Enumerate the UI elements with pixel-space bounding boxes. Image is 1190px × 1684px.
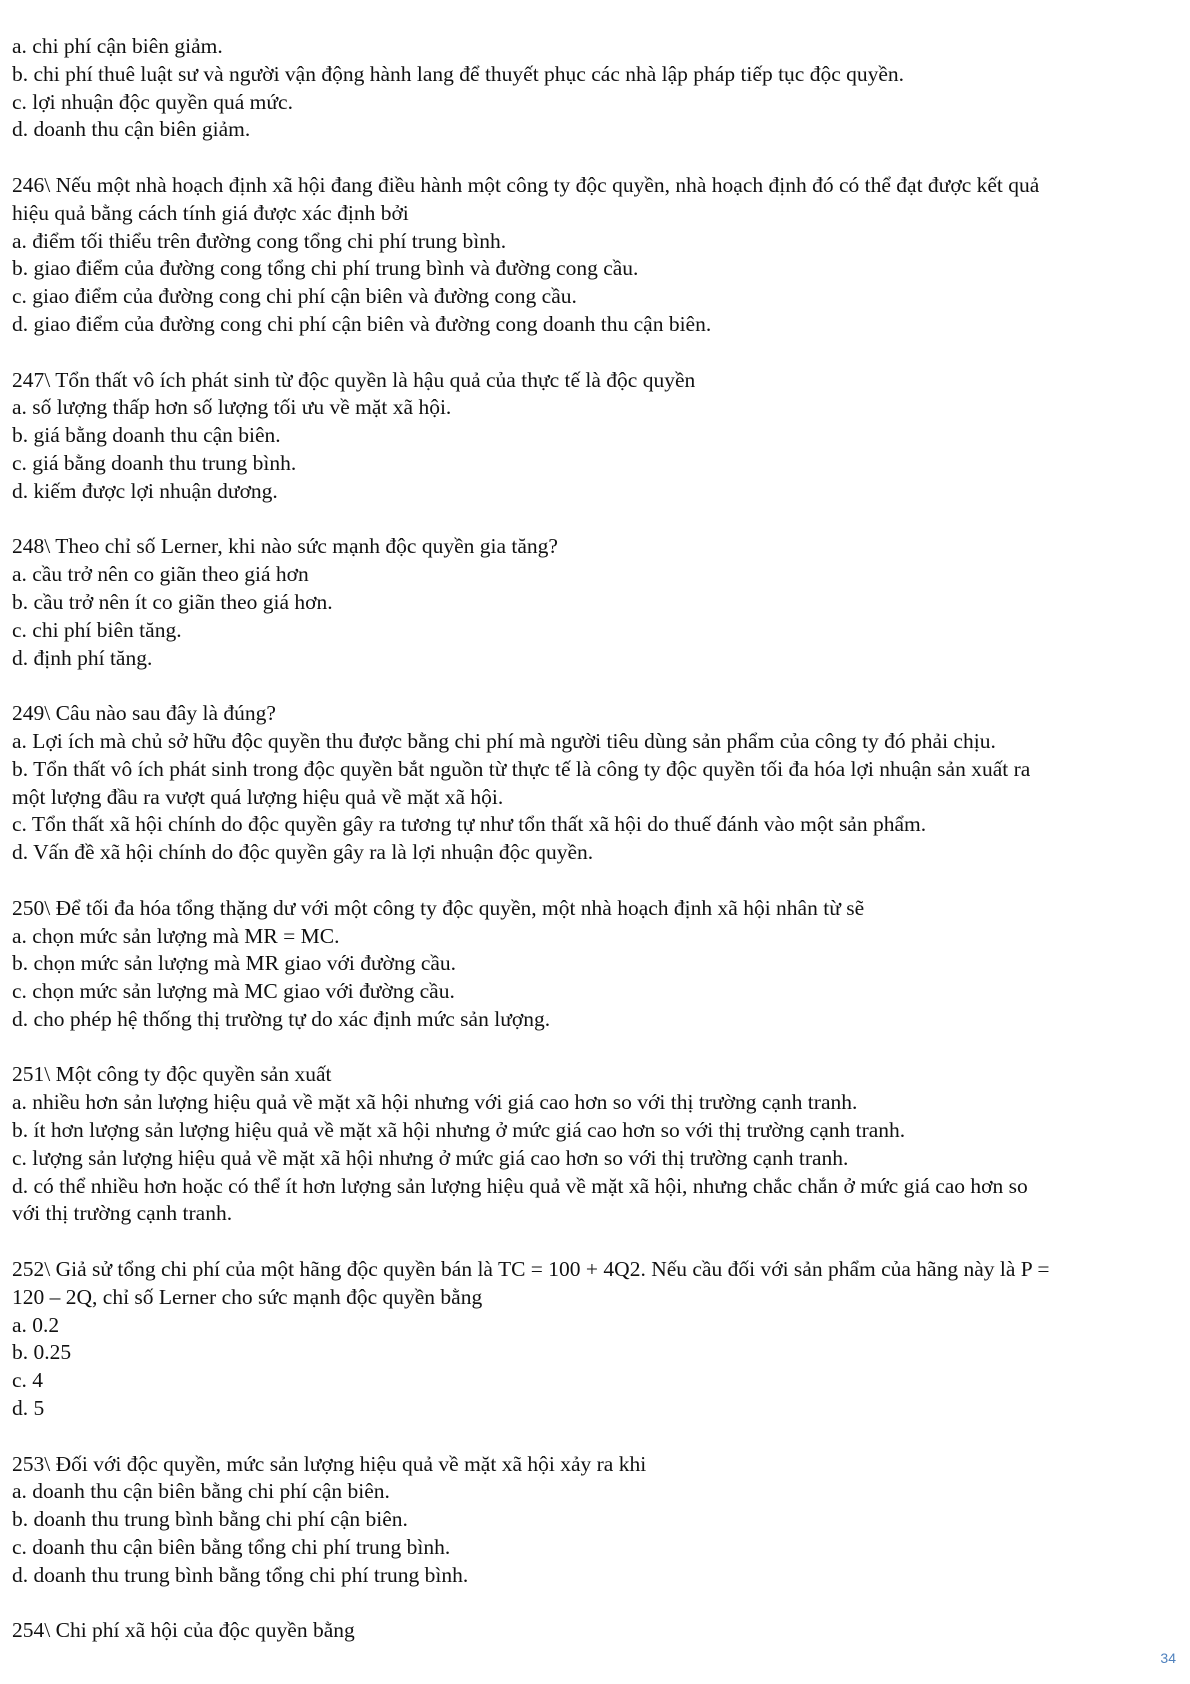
answer-option: b. chọn mức sản lượng mà MR giao với đường cầu. (12, 951, 457, 976)
answer-option: b. ít hơn lượng sản lượng hiệu quả về mặt xã hội nhưng ở mức giá cao hơn so với thị trường cạnh tranh. (12, 1118, 906, 1143)
question-spacer (12, 1034, 1178, 1062)
intro-options (12, 33, 1178, 144)
answer-option: a. 0.2 (12, 1312, 60, 1337)
question-spacer (12, 506, 1178, 534)
answer-option: b. 0.25 (12, 1340, 72, 1365)
answer-option: b. doanh thu trung bình bằng chi phí cận biên. (12, 1507, 408, 1532)
answer-option: b. Tổn thất vô ích phát sinh trong độc quyền bắt nguồn từ thực tế là công ty độc quyền tối đa hóa lợi nhuận sản xuất ra (12, 756, 1031, 781)
document-page (12, 33, 1178, 1645)
question-block (12, 367, 1178, 506)
question-block (12, 895, 1178, 1034)
answer-option: b. cầu trở nên ít co giãn theo giá hơn. (12, 589, 333, 614)
answer-option: a. doanh thu cận biên bằng chi phí cận biên. (12, 1479, 390, 1504)
question-block (12, 533, 1178, 672)
answer-option: d. giao điểm của đường cong chi phí cận biên và đường cong doanh thu cận biên. (12, 311, 712, 336)
answer-option: d. 5 (12, 1396, 45, 1421)
question-block (12, 700, 1178, 867)
option-d: d. doanh thu cận biên giảm. (12, 117, 251, 142)
question-stem: 252\ Giả sử tổng chi phí của một hãng độc quyền bán là TC = 100 + 4Q2. Nếu cầu đối với sản phẩm của hãng này là P = (12, 1257, 1050, 1282)
answer-option: d. doanh thu trung bình bằng tổng chi phí trung bình. (12, 1562, 469, 1587)
question-spacer (12, 1423, 1178, 1451)
question-stem: 253\ Đối với độc quyền, mức sản lượng hiệu quả về mặt xã hội xảy ra khi (12, 1451, 647, 1476)
page-number: 34 (1160, 1650, 1176, 1666)
answer-option: a. Lợi ích mà chủ sở hữu độc quyền thu được bằng chi phí mà người tiêu dùng sản phẩm của công ty đó phải chịu. (12, 728, 996, 753)
answer-option: b. giao điểm của đường cong tổng chi phí trung bình và đường cong cầu. (12, 256, 639, 281)
question-stem: 251\ Một công ty độc quyền sản xuất (12, 1062, 332, 1087)
answer-option: c. 4 (12, 1368, 44, 1393)
question-block (12, 1451, 1178, 1590)
answer-option: a. chọn mức sản lượng mà MR = MC. (12, 923, 340, 948)
question-block (12, 1617, 1178, 1645)
answer-option: c. chọn mức sản lượng mà MC giao với đường cầu. (12, 979, 455, 1004)
question-spacer (12, 672, 1178, 700)
answer-option: a. nhiều hơn sản lượng hiệu quả về mặt xã hội nhưng với giá cao hơn so với thị trường cạnh tranh. (12, 1090, 858, 1115)
question-spacer (12, 867, 1178, 895)
answer-option: d. định phí tăng. (12, 645, 153, 670)
answer-option: c. giá bằng doanh thu trung bình. (12, 450, 297, 475)
answer-option: a. điểm tối thiểu trên đường cong tổng chi phí trung bình. (12, 228, 507, 253)
option-b: b. chi phí thuê luật sư và người vận động hành lang để thuyết phục các nhà lập pháp tiếp tục độc quyền. (12, 61, 905, 86)
question-stem: 120 – 2Q, chỉ số Lerner cho sức mạnh độc quyền bằng (12, 1284, 483, 1309)
question-stem: 250\ Để tối đa hóa tổng thặng dư với một công ty độc quyền, một nhà hoạch định xã hội nhân từ sẽ (12, 895, 865, 920)
answer-option: b. giá bằng doanh thu cận biên. (12, 423, 281, 448)
answer-option: với thị trường cạnh tranh. (12, 1201, 233, 1226)
answer-option: d. cho phép hệ thống thị trường tự do xác định mức sản lượng. (12, 1006, 551, 1031)
question-list (12, 144, 1178, 1645)
question-block (12, 172, 1178, 339)
question-stem: 254\ Chi phí xã hội của độc quyền bằng (12, 1618, 355, 1643)
question-block (12, 1061, 1178, 1228)
question-stem: 248\ Theo chỉ số Lerner, khi nào sức mạnh độc quyền gia tăng? (12, 534, 558, 559)
answer-option: một lượng đầu ra vượt quá lượng hiệu quả về mặt xã hội. (12, 784, 504, 809)
question-stem: 249\ Câu nào sau đây là đúng? (12, 701, 276, 726)
answer-option: d. Vấn đề xã hội chính do độc quyền gây ra là lợi nhuận độc quyền. (12, 840, 594, 865)
answer-option: c. giao điểm của đường cong chi phí cận biên và đường cong cầu. (12, 284, 577, 309)
question-block (12, 1256, 1178, 1423)
question-spacer (12, 1228, 1178, 1256)
answer-option: a. số lượng thấp hơn số lượng tối ưu về mặt xã hội. (12, 395, 452, 420)
answer-option: a. cầu trở nên co giãn theo giá hơn (12, 562, 309, 587)
answer-option: d. có thể nhiều hơn hoặc có thể ít hơn lượng sản lượng hiệu quả về mặt xã hội, nhưng chắc chắn ở mức giá cao hơn so (12, 1173, 1028, 1198)
question-spacer (12, 144, 1178, 172)
question-spacer (12, 339, 1178, 367)
question-spacer (12, 1590, 1178, 1618)
answer-option: c. Tổn thất xã hội chính do độc quyền gây ra tương tự như tổn thất xã hội do thuế đánh vào một sản phẩm. (12, 812, 927, 837)
option-a: a. chi phí cận biên giảm. (12, 34, 223, 58)
answer-option: c. doanh thu cận biên bằng tổng chi phí trung bình. (12, 1535, 451, 1560)
question-stem: 246\ Nếu một nhà hoạch định xã hội đang điều hành một công ty độc quyền, nhà hoạch định đó có thể đạt được kết quả (12, 172, 1040, 197)
answer-option: d. kiếm được lợi nhuận dương. (12, 478, 278, 503)
question-stem: 247\ Tổn thất vô ích phát sinh từ độc quyền là hậu quả của thực tế là độc quyền (12, 367, 696, 392)
question-stem: hiệu quả bằng cách tính giá được xác định bởi (12, 200, 409, 225)
answer-option: c. chi phí biên tăng. (12, 617, 182, 642)
option-c: c. lợi nhuận độc quyền quá mức. (12, 89, 293, 114)
answer-option: c. lượng sản lượng hiệu quả về mặt xã hội nhưng ở mức giá cao hơn so với thị trường cạnh tranh. (12, 1145, 849, 1170)
